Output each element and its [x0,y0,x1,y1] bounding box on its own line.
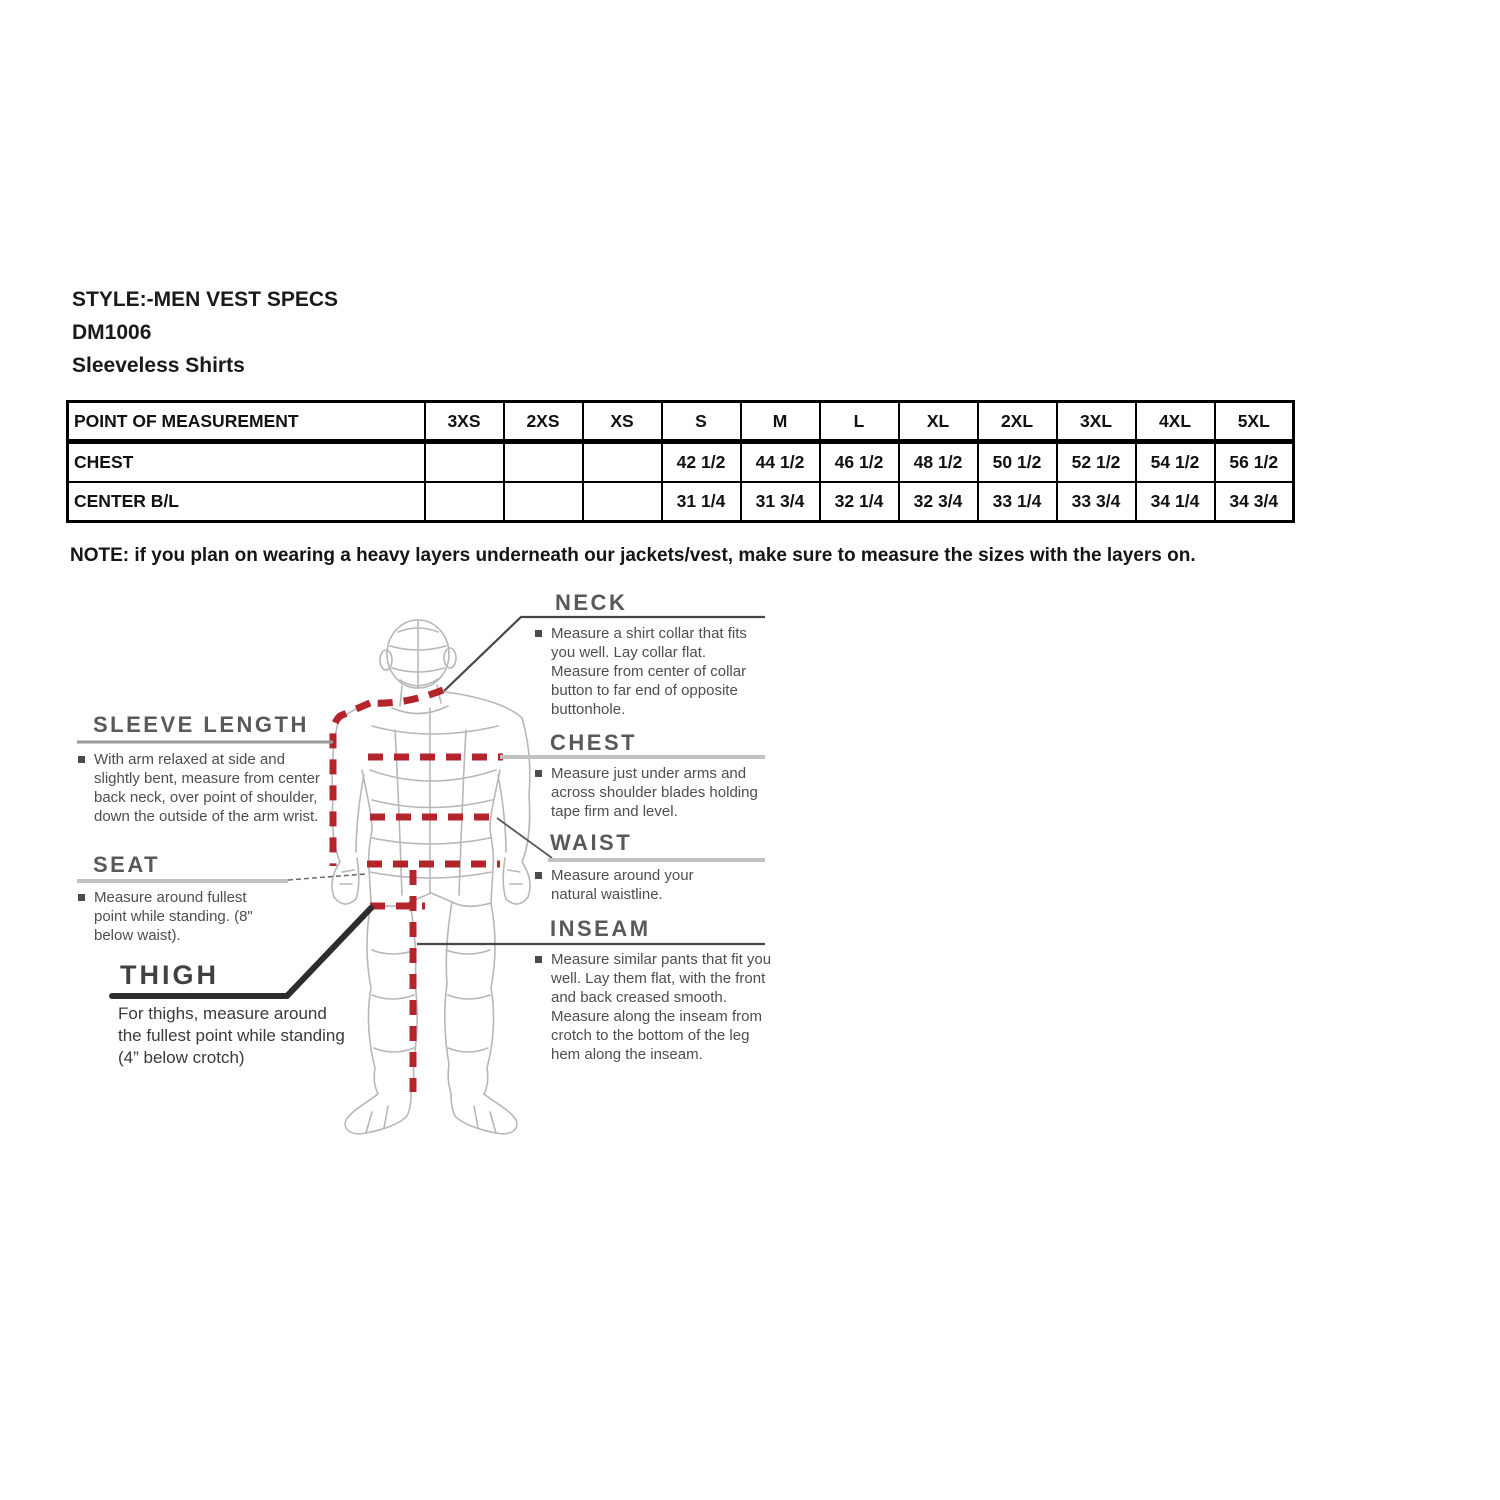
bullet-square-icon [535,630,542,637]
size-value-cell: 32 1/4 [820,482,899,522]
waist-description: Measure around your natural waistline. [535,866,710,904]
column-header-2xl: 2XL [978,402,1057,442]
figure-right-arm [498,718,530,904]
column-header-3xl: 3XL [1057,402,1136,442]
column-header-l: L [820,402,899,442]
size-value-cell: 33 3/4 [1057,482,1136,522]
note-text: NOTE: if you plan on wearing a heavy layers underneath our jackets/vest, make sure to measure the sizes with the layers on. [70,545,1196,566]
bullet-square-icon [78,756,85,763]
inseam-heading: INSEAM [550,916,651,941]
size-value-cell: 48 1/2 [899,442,978,483]
seat-connector-line [288,874,365,880]
size-value-cell: 52 1/2 [1057,442,1136,483]
bullet-square-icon [535,956,542,963]
size-value-cell: 46 1/2 [820,442,899,483]
column-header-4xl: 4XL [1136,402,1215,442]
bullet-square-icon [535,872,542,879]
product-type: Sleeveless Shirts [72,354,245,377]
bullet-square-icon [78,894,85,901]
size-value-cell: 56 1/2 [1215,442,1294,483]
size-value-cell: 34 3/4 [1215,482,1294,522]
sleeve-length-description: With arm relaxed at side and slightly bent, measure from center back neck, over point of shoulder, down the outside of the arm wrist. [78,750,320,826]
size-value-cell: 32 3/4 [899,482,978,522]
chest-heading: CHEST [550,730,638,755]
seat-heading: SEAT [93,852,161,877]
sleeve-length-heading: SLEEVE LENGTH [93,712,309,737]
size-value-cell: 34 1/4 [1136,482,1215,522]
column-header-3xs: 3XS [425,402,504,442]
style-code: DM1006 [72,321,152,344]
size-value-cell: 31 3/4 [741,482,820,522]
row-label: CENTER B/L [68,482,425,522]
size-value-cell: 31 1/4 [662,482,741,522]
size-value-cell: 42 1/2 [662,442,741,483]
figure-left-leg [345,902,417,1134]
neck-heading: NECK [555,590,628,615]
size-value-cell: 54 1/2 [1136,442,1215,483]
column-header-xl: XL [899,402,978,442]
figure-head [380,620,456,688]
thigh-description: For thighs, measure around the fullest point while standing (4” below crotch) [118,1004,345,1068]
seat-description: Measure around fullest point while standing. (8" below waist). [78,888,268,945]
size-value-cell: 44 1/2 [741,442,820,483]
column-header-point-of-measurement: POINT OF MEASUREMENT [68,402,425,442]
chest-description: Measure just under arms and across shoulder blades holding tape firm and level. [535,764,770,821]
column-header-s: S [662,402,741,442]
bullet-square-icon [535,770,542,777]
thigh-heading: THIGH [120,960,219,990]
row-label: CHEST [68,442,425,483]
figure-torso [338,692,522,906]
inseam-description: Measure similar pants that fit you well. Lay them flat, with the front and back creased smooth. Measure along the inseam from crotch to the bottom of the leg hem along the inseam. [535,950,775,1064]
style-title: STYLE:-MEN VEST SPECS [72,288,339,311]
neck-measure-line [370,690,443,703]
column-header-m: M [741,402,820,442]
waist-heading: WAIST [550,830,633,855]
neck-description: Measure a shirt collar that fits you well. Lay collar flat. Measure from center of collar button to far end of opposite buttonhole. [535,624,767,719]
figure-right-leg [445,902,517,1134]
size-value-cell: 50 1/2 [978,442,1057,483]
column-header-2xs: 2XS [504,402,583,442]
column-header-xs: XS [583,402,662,442]
column-header-5xl: 5XL [1215,402,1294,442]
size-value-cell: 33 1/4 [978,482,1057,522]
